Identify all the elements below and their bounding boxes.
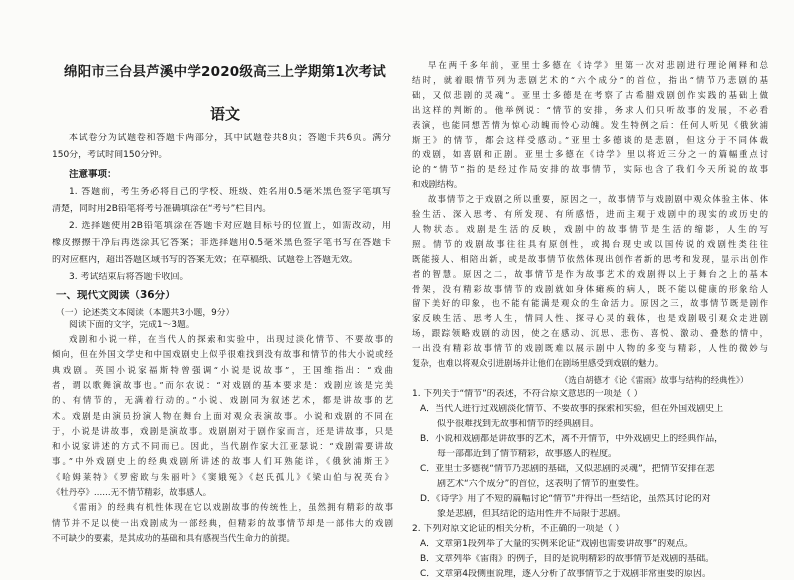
passage-line: 者的智慧。原因之二，故事情节是作为故事艺术的戏剧得以上于舞台之上的基本 xyxy=(412,268,768,279)
passage-line: 和小说家讲述的方式不同而已。因此，当代剧作家大江亚瑟说：“戏剧需要讲故 xyxy=(52,441,393,452)
passage-line: 不可缺少的要素，是其成功的基础和具有感视当代生命力的前提。 xyxy=(52,532,295,543)
sub-section-heading: （一）论述类文本阅读（本题共3小题，9分） xyxy=(56,308,235,318)
passage-line: 论的“情节”指的是经过作局安排的故事情节，实际也含了我们今天所说的故事 xyxy=(412,164,768,175)
passage-line: 早在两千多年前，亚里士多德在《诗学》里第一次对悲剧进行理论阐释和总 xyxy=(428,60,768,70)
passage-line: 戏剧和小说一样，在当代人的探索和实验中，出现过淡化情节、不要故事的 xyxy=(69,334,393,344)
question-option-line: 似乎很难找到无故事和情节的经典剧目。 xyxy=(437,418,600,429)
passage-line: 出这样的判断的。他举例说：“情节的安排，务求人们只听故事的发展，不必看 xyxy=(412,104,768,115)
passage-line: 场，跟踪领略戏剧的动因，使之在感动、沉思、悲伤、喜悦、激动、叠愁的情中， xyxy=(412,328,768,339)
passage-line: 表演，也能同想苦情为惊心动魄而怜心动魄。发生特例之后：任何人听见《俄狄浦 xyxy=(412,119,768,130)
passage-line: 斯王》的情节，都会这样受感动。”亚里士多德谈的是悲剧，但这分于不同体裁 xyxy=(412,134,768,145)
passage-line: 结时，就着眼情节列为悲剧艺术的“六个成分”的首位，指出“情节乃悲剧的基 xyxy=(412,74,768,85)
passage-line: 的、有情节的，无满着行动的。”小说、戏剧同为叙述艺术，都是讲故事的艺 xyxy=(52,395,393,406)
notice-heading: 注意事项： xyxy=(69,169,117,180)
passage-line: 术。戏剧是由演员扮演人物在舞台上面对观众表演故事。小说和戏剧的不同在 xyxy=(52,410,393,421)
question-option-line: B．小说和戏剧都是讲故事的艺术，离不开情节，中外戏剧史上的经典作品， xyxy=(420,433,724,444)
question-option-line: A．当代人进行过戏剧淡化情节、不要故事的探索和实验，但在外国戏剧史上 xyxy=(420,403,724,414)
instructions-intro-line: 本试卷分为试题卷和答题卡两部分，其中试题卷共8页；答题卡共6页。满分 xyxy=(69,133,391,143)
passage-line: 复杂，也难以将观众引进剧场并让他们在剧场里感受到戏剧的魅力。 xyxy=(412,358,664,368)
question-option-line: 每一部都近到了情节精彩，故事感人的程度。 xyxy=(437,448,618,459)
passage-line: 《哈姆莱特》《罗密欧与朱丽叶》《窦娥冤》《赵氏孤儿》《梁山伯与祝英台》 xyxy=(52,471,393,482)
passage-line: 故事情节之于戏剧之所以重要，原因之一，故事情节与戏剧剧中观众体验主体、体 xyxy=(428,194,768,205)
question-option-line: 象是悲剧，但其结论的适用性并不局限于悲剧。 xyxy=(437,508,627,519)
question-option-line: 剧艺术“六个成分”的首位，这表明了情节的重要性。 xyxy=(437,478,645,489)
notice-item-line: 橡皮擦擦干净后再选涂其它答案；非选择题用0.5毫米黑色签字笔书写在答题卡 xyxy=(52,238,391,248)
question-option-line: B．文章列举《雷雨》的例子，目的是说明精彩的故事情节是戏剧的基础。 xyxy=(420,553,715,564)
section-heading: 一、现代文阅读（36分） xyxy=(56,290,176,301)
question-option-line: A．文章第1段列举了大量的实例来论证“戏剧也需要讲故事”的观点。 xyxy=(420,538,694,549)
passage-line: 的戏剧，如喜剧和正剧。亚里士多德在《诗学》里以将近三分之一的篇幅重点讨 xyxy=(412,149,768,160)
notice-item-line: 3. 考试结束后将答题卡收回。 xyxy=(69,272,189,282)
question-stem: 1. 下列关于“情节”的表述，不符合原文意思的一项是（ ） xyxy=(412,388,643,399)
passage-line: 既能接人、相陪出新，或是故事情节依然体现出创作者新的思考和发现，显示出创作 xyxy=(412,253,768,264)
question-option-line: D．《诗学》用了不短的篇幅讨论“情节”并得出一些结论，虽然其讨论的对 xyxy=(420,493,711,504)
notice-item-line: 2. 选择题使用2B铅笔填涂在答题卡对应题目标号的位置上，如需改动，用 xyxy=(69,221,391,231)
question-stem: 2. 下列对原文论证的相关分析，不正确的一项是（ ） xyxy=(412,523,625,534)
passage-line: 于，小说是讲故事，戏剧是演故事。戏剧剧对于剧作家而言，还是讲故事，只是 xyxy=(52,425,393,436)
passage-line: 情节并不足以使一出戏剧成为一部经典，但精彩的故事情节却是一部伟大的戏剧 xyxy=(52,517,393,528)
passage-line: 《牡丹亭》……无不情节精彩，故事感人。 xyxy=(52,487,212,497)
exam-title: 绵阳市三台县芦溪中学2020级高三上学期第1次考试 xyxy=(64,64,386,80)
question-option-line: C．亚里士多德视“情节乃悲剧的基础，又似悲剧的灵魂”，把情节安排在悲 xyxy=(420,463,715,474)
passage-line: 人物状态。戏剧是生活的反映，戏剧中的故事情节是生活的缩影，人生的写 xyxy=(412,223,768,234)
passage-line: 验生活、深入思考、有所发现、有所感悟，进而主观于戏剧中的现实的或历史的 xyxy=(412,209,768,219)
passage-line: 事。”中外戏剧史上的经典戏剧所讲述的故事人们耳熟能详，《俄狄浦斯王》 xyxy=(52,456,393,467)
passage-line: 家反映生活、思考人生，情同人性、探寻心灵的载体，也是戏剧吸引观众走进剧 xyxy=(412,313,768,324)
notice-item-line: 清楚，同时用2B铅笔将考号准确填涂在“考号”栏目内。 xyxy=(52,204,272,214)
subject-heading: 语文 xyxy=(209,105,240,123)
passage-line: 和戏剧结构。 xyxy=(412,179,463,190)
instructions-intro-line: 150分，考试时间150分钟。 xyxy=(52,150,168,160)
passage-line: 者，谓以歌舞演故事也。”而尔农说：“对戏剧的基本要求是：戏剧应该是完美 xyxy=(52,379,393,390)
passage-source: （选自胡德才《论《雷雨》故事与结构的经典性》） xyxy=(560,374,749,385)
passage-line: 一出没有精彩故事情节的戏剧既难以展示剧中人物的多变与精彩，人性的微妙与 xyxy=(412,343,768,354)
reading-prompt: 阅读下面的文字，完成1～3题。 xyxy=(69,320,195,330)
passage-line: 础，又似悲剧的灵魂”。亚里士多德是在考察了古希腊戏剧创作实践的基础上做 xyxy=(412,89,768,100)
question-option-line: C．文章第4段侧重说理，逐入分析了故事情节之于戏剧非常重要的原因。 xyxy=(420,568,712,579)
passage-line: 照。情节的戏剧故事往往具有原创性，或揭台现史或以国传说的戏剧性类往往 xyxy=(412,238,768,249)
passage-line: 典戏剧。英国小说家福斯特曾强调“小说是说故事”，王国维指出：“戏曲 xyxy=(52,364,393,375)
passage-line: 倾向，但在外国文学史和中国戏剧史上似乎很难找到没有故事和情节的伟大小说或经 xyxy=(52,349,393,360)
notice-item-line: 的对应框内，超出答题区域书写的答案无效；在草稿纸、试题卷上答题无效。 xyxy=(52,255,359,265)
passage-line: 留下美好的印象，也不能有能满是观众的生命活力。原因之三，故事情节既是剧作 xyxy=(412,298,768,309)
passage-line: 《雷雨》的经典有机性体现在它以戏剧故事的传统性上，虽然拥有精彩的故事 xyxy=(69,502,393,513)
notice-item-line: 1. 答题前，考生务必将自己的学校、班级、姓名用0.5毫米黑色签字笔填写 xyxy=(69,187,391,197)
passage-line: 骨架，没有精彩故事情节的戏剧就如身体瘫痪的病人，既不能以健康的形象给人 xyxy=(412,283,768,294)
